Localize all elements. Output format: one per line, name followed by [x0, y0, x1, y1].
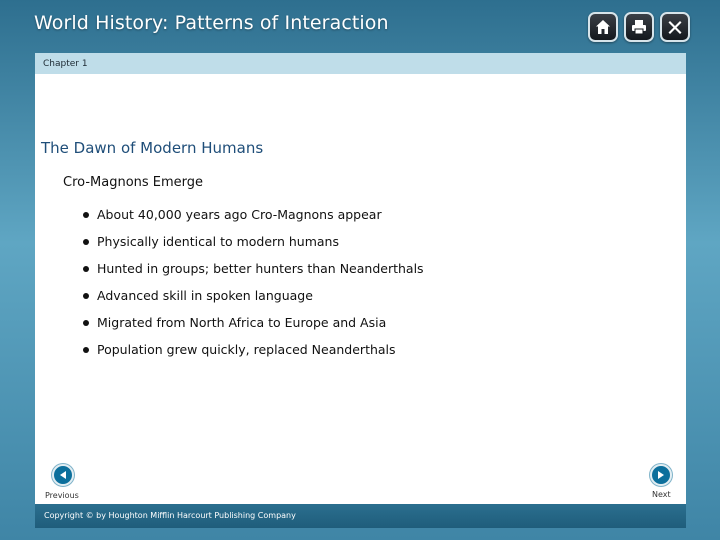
list-item	[83, 315, 424, 342]
triangle-right-icon	[656, 470, 666, 480]
chapter-bar	[35, 53, 686, 74]
list-item	[83, 288, 424, 315]
slide-frame	[35, 53, 686, 528]
bullet-text: Migrated from North Africa to Europe and Asia	[97, 315, 387, 330]
list-item	[83, 234, 424, 261]
home-icon	[594, 18, 612, 36]
bullet-icon	[83, 347, 89, 353]
bullet-icon	[83, 239, 89, 245]
chapter-label: Chapter 1	[43, 59, 88, 69]
next-button[interactable]	[650, 464, 672, 486]
triangle-left-icon	[58, 470, 68, 480]
home-button[interactable]	[588, 12, 618, 42]
slide-heading: The Dawn of Modern Humans	[41, 139, 264, 157]
bullet-icon	[83, 212, 89, 218]
bullet-icon	[83, 320, 89, 326]
bullet-list	[83, 207, 424, 369]
previous-label[interactable]: Previous	[45, 491, 79, 500]
window-toolbar	[588, 12, 690, 42]
previous-button[interactable]	[52, 464, 74, 486]
list-item	[83, 342, 424, 369]
next-label[interactable]: Next	[652, 490, 671, 499]
bullet-text: Advanced skill in spoken language	[97, 288, 313, 303]
footer-bar	[35, 504, 686, 528]
print-button[interactable]	[624, 12, 654, 42]
list-item	[83, 261, 424, 288]
close-icon	[666, 18, 684, 36]
list-item	[83, 207, 424, 234]
bullet-text: Physically identical to modern humans	[97, 234, 339, 249]
copyright-text: Copyright © by Houghton Mifflin Harcourt Publishing Company	[44, 511, 296, 520]
print-icon	[630, 18, 648, 36]
bullet-icon	[83, 293, 89, 299]
app-title: World History: Patterns of Interaction	[34, 12, 389, 34]
slide-subheading: Cro-Magnons Emerge	[63, 175, 204, 190]
bullet-text: About 40,000 years ago Cro-Magnons appear	[97, 207, 382, 222]
bullet-icon	[83, 266, 89, 272]
close-button[interactable]	[660, 12, 690, 42]
bullet-text: Hunted in groups; better hunters than Neanderthals	[97, 261, 424, 276]
bullet-text: Population grew quickly, replaced Neanderthals	[97, 342, 396, 357]
